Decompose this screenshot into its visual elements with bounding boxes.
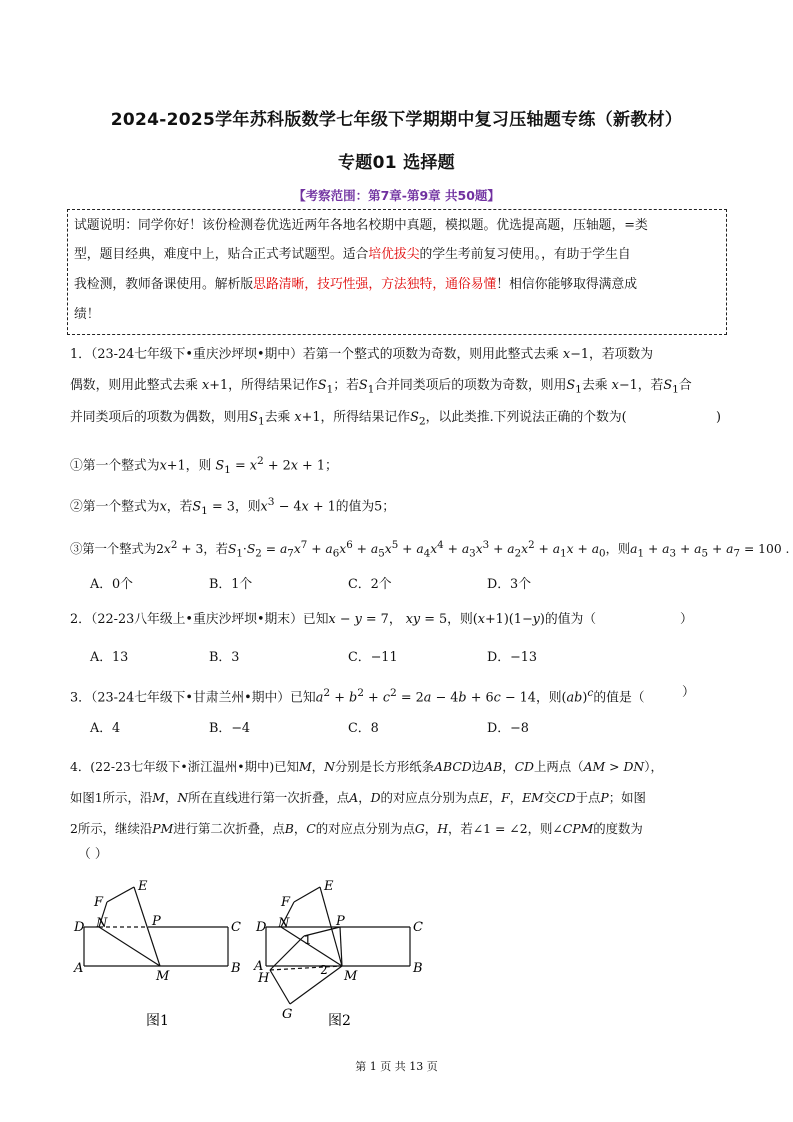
highlight-text: 思路清晰，技巧性强，方法独特，通俗易懂 bbox=[253, 277, 497, 292]
instruction-line-3: 我检测，教师备课使用。解析版思路清晰，技巧性强，方法独特，通俗易懂！相信你能够取得满意成 bbox=[74, 277, 638, 292]
question-1-statement-1: ①第一个整式为x+1，则 $S_1 = x^2 + 2x + 1$； bbox=[70, 454, 338, 476]
exam-range: 【考察范围：第7章-第9章 共50题】 bbox=[293, 188, 500, 203]
figure-1-diagram bbox=[66, 872, 256, 1032]
question-4-line-2: 如图1所示，沿M，N所在直线进行第一次折叠，点A，D的对应点分别为点E，F，EM交CD于点P；如图 bbox=[70, 790, 646, 805]
label-M: M bbox=[156, 969, 170, 984]
figure-2-diagram bbox=[248, 872, 438, 1032]
question-3-answer-paren: ） bbox=[682, 685, 695, 700]
question-4-answer-paren: （ ） bbox=[78, 847, 108, 862]
page-footer: 第 1 页 共 13 页 bbox=[355, 1060, 438, 1073]
label-F: F bbox=[281, 895, 291, 910]
question-1-option-b[interactable]: B．1个 bbox=[209, 577, 253, 592]
question-2-answer-paren: ） bbox=[680, 612, 693, 627]
document-title: 2024-2025学年苏科版数学七年级下学期期中复习压轴题专练（新教材） bbox=[110, 110, 683, 130]
label-B: B bbox=[413, 961, 423, 976]
question-1-option-a[interactable]: A．0个 bbox=[90, 577, 133, 592]
label-D: D bbox=[256, 920, 267, 935]
figure-1-caption: 图1 bbox=[146, 1013, 169, 1029]
question-1-option-d[interactable]: D．3个 bbox=[487, 577, 531, 592]
question-3-option-c[interactable]: C．8 bbox=[348, 721, 379, 736]
label-M: M bbox=[344, 969, 358, 984]
section-subtitle: 专题01 选择题 bbox=[338, 153, 455, 173]
question-1-statement-3: ③第一个整式为$2x^2 + 3$，若$S_1\cdot S_2 = a_7x^7 + a_6x^6 + a_5x^5 + a_4x^4 + a_3x^3 + a_2x^2 + a_1x + a_0$，则$a_1 + a_3 + a_5 + a_7 = 100$ . bbox=[70, 539, 790, 560]
question-1-answer-paren: ) bbox=[716, 410, 721, 425]
question-3-option-d[interactable]: D．−8 bbox=[487, 721, 529, 736]
question-2-line: 2．（22-23八年级上•重庆沙坪坝•期末）已知x − y = 7， xy = 5，则(x+1)(1−y)的值为（ bbox=[70, 612, 597, 627]
question-1-option-c[interactable]: C．2个 bbox=[348, 577, 392, 592]
label-F: F bbox=[94, 895, 104, 910]
question-3-line: 3．（23-24七年级下•甘肃兰州•期中）已知$a^2 + b^2 + c^2 = 2a - 4b + 6c - 14$，则(ab)$^c$的值是（ bbox=[70, 686, 645, 706]
label-C: C bbox=[231, 920, 241, 935]
instruction-line-2: 型，题目经典，难度中上，贴合正式考试题型。适合培优拔尖的学生考前复习使用。，有助于学生自 bbox=[74, 247, 631, 262]
label-E: E bbox=[138, 879, 148, 894]
label-angle-1: 1 bbox=[304, 933, 312, 947]
question-1-line-2: 偶数，则用此整式去乘 x+1，所得结果记作$S_1$；若$S_1$合并同类项后的项数为奇数，则用$S_1$去乘 x−1，若$S_1$合 bbox=[70, 378, 692, 396]
question-1-statement-2: ②第一个整式为x，若$S_1 = 3$，则$x^3 - 4x + 1$的值为5； bbox=[70, 495, 396, 517]
question-1-line-1: 1．（23-24七年级下•重庆沙坪坝•期中）若第一个整式的项数为奇数，则用此整式去乘 x−1，若项数为 bbox=[70, 347, 653, 362]
instruction-line-4: 绩！ bbox=[74, 307, 100, 322]
highlight-text: 培优拔尖 bbox=[368, 247, 420, 262]
label-H: H bbox=[258, 971, 270, 986]
question-4-line-1: 4．(22-23七年级下•浙江温州•期中)已知M，N分别是长方形纸条ABCD边AB，CD上两点（AM > DN）， bbox=[70, 759, 663, 774]
label-B: B bbox=[231, 961, 241, 976]
question-3-option-b[interactable]: B．−4 bbox=[209, 721, 251, 736]
label-P: P bbox=[152, 914, 161, 929]
label-P: P bbox=[336, 914, 345, 929]
label-N: N bbox=[96, 916, 108, 931]
label-A: A bbox=[74, 961, 84, 976]
question-3-option-a[interactable]: A．4 bbox=[90, 721, 121, 736]
label-C: C bbox=[413, 920, 423, 935]
instruction-line-1: 试题说明：同学你好！该份检测卷优选近两年各地名校期中真题，模拟题。优选提高题，压轴题，=类 bbox=[74, 218, 648, 233]
label-D: D bbox=[74, 920, 85, 935]
question-2-option-a[interactable]: A．13 bbox=[90, 650, 129, 665]
question-4-line-3: 2所示，继续沿PM进行第二次折叠，点B，C的对应点分别为点G，H，若∠1 = ∠2，则∠CPM的度数为 bbox=[70, 821, 643, 836]
label-N: N bbox=[278, 916, 290, 931]
label-A: A bbox=[254, 959, 264, 974]
question-2-option-d[interactable]: D．−13 bbox=[487, 650, 538, 665]
label-angle-2: 2 bbox=[320, 963, 328, 977]
question-2-option-c[interactable]: C．−11 bbox=[348, 650, 398, 665]
question-1-line-3: 并同类项后的项数为偶数，则用$S_1$去乘 x+1，所得结果记作$S_2$，以此类推.下列说法正确的个数为( bbox=[70, 410, 627, 428]
label-G: G bbox=[282, 1007, 293, 1022]
label-E: E bbox=[324, 879, 334, 894]
figure-2-caption: 图2 bbox=[328, 1013, 351, 1029]
question-2-option-b[interactable]: B．3 bbox=[209, 650, 240, 665]
